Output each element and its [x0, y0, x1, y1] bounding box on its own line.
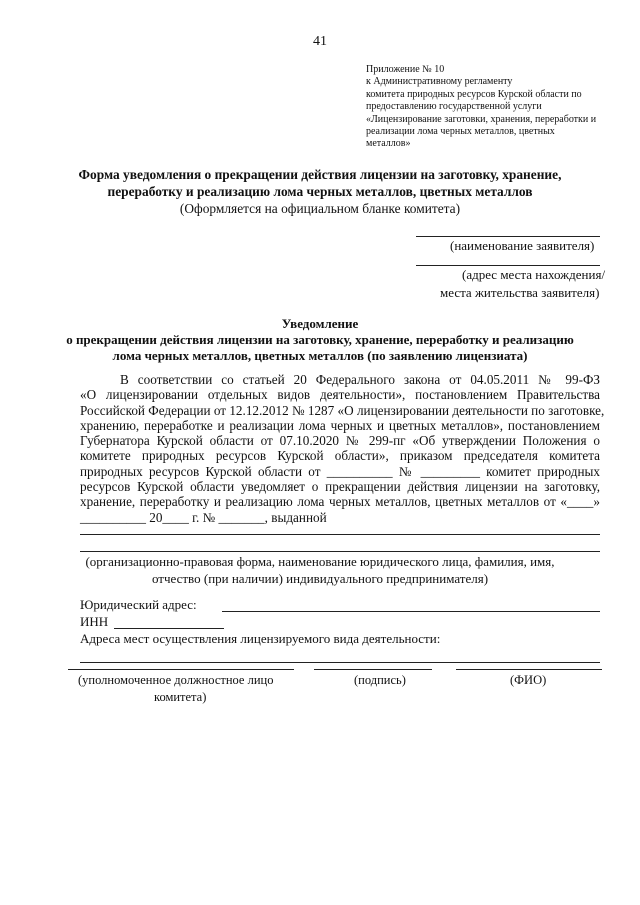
annex-block [366, 64, 596, 151]
signature-line [314, 669, 432, 670]
notice-subtitle: о прекращении действия лицензии на заготовку, хранение, переработку и реализацию [66, 332, 574, 347]
inn-line [114, 628, 224, 629]
notice-title: Уведомление [281, 316, 359, 331]
body-line: __________ 20____ г. № _______, выданной [80, 509, 327, 525]
body-line: ресурсов Курской области уведомляет о прекращении действия лицензии на заготовку, [80, 479, 600, 495]
activity-addresses-label: Адреса мест осуществления лицензируемого вида деятельности: [80, 631, 441, 646]
org-line [80, 534, 600, 535]
body-line: Российской Федерации от 12.12.2012 № 1287 «О лицензировании деятельности по заготовке, [80, 402, 605, 418]
legal-address-label: Юридический адрес: [80, 597, 197, 612]
applicant-address-caption: (адрес места нахождения/ [462, 267, 606, 282]
body-line: хранению, переработке и реализации лома черных и цветных металлов», постановлением [80, 417, 600, 433]
annex-line: к Административному регламенту [366, 76, 513, 88]
activity-address-line [80, 662, 600, 663]
annex-line: предоставлению государственной услуги [366, 101, 542, 113]
form-title [40, 166, 600, 217]
form-title-line: Форма уведомления о прекращении действия лицензии на заготовку, хранение, [78, 167, 562, 182]
form-title-note: (Оформляется на официальном бланке комитета) [179, 201, 461, 216]
body-line: В соответствии со статьей 20 Федерального закона от 04.05.2011 № 99-ФЗ [120, 372, 600, 387]
applicant-address-caption: места жительства заявителя) [440, 285, 600, 300]
official-caption: (уполномоченное должностное лицо [78, 673, 274, 687]
org-caption: (организационно-правовая форма, наименование юридического лица, фамилия, имя, [85, 554, 555, 569]
body-line: комитете природных ресурсов Курской области», приказом председателя комитета [80, 448, 600, 464]
annex-line: реализации лома черных металлов, цветных [366, 126, 555, 138]
inn-label: ИНН [80, 614, 109, 629]
official-line [68, 669, 294, 670]
annex-line: комитета природных ресурсов Курской области по [366, 88, 582, 100]
annex-line: металлов» [366, 138, 411, 150]
body-line: «О лицензировании отдельных видов деятельности», постановлением Правительства [80, 387, 600, 403]
page-number: 41 [313, 34, 327, 49]
official-caption: комитета) [154, 690, 207, 704]
fio-caption: (ФИО) [510, 673, 547, 687]
body-line: Губернатора Курской области от 07.10.2020 № 299-пг «Об утверждении Положения о [80, 433, 600, 449]
annex-line: Приложение № 10 [366, 64, 445, 75]
body-line: природных ресурсов Курской области от __________ № _________ комитет природных [80, 463, 600, 479]
fio-line [456, 669, 602, 670]
annex-line: «Лицензирование заготовки, хранения, переработки и [366, 113, 597, 125]
org-line [80, 551, 600, 552]
notice-body [80, 372, 605, 525]
notice-heading [40, 316, 600, 364]
applicant-address-line [416, 265, 600, 266]
notice-subtitle: лома черных металлов, цветных металлов (по заявлению лицензиата) [112, 348, 528, 363]
signature-caption: (подпись) [354, 673, 406, 687]
legal-address-line [222, 611, 600, 612]
applicant-name-caption: (наименование заявителя) [450, 238, 595, 253]
applicant-name-line [416, 236, 600, 237]
form-title-line: переработку и реализацию лома черных металлов, цветных металлов [107, 184, 533, 199]
org-caption: отчество (при наличии) индивидуального предпринимателя) [151, 571, 489, 586]
body-line: хранение, переработку и реализацию лома черных металлов, цветных металлов от «____» [80, 494, 600, 510]
